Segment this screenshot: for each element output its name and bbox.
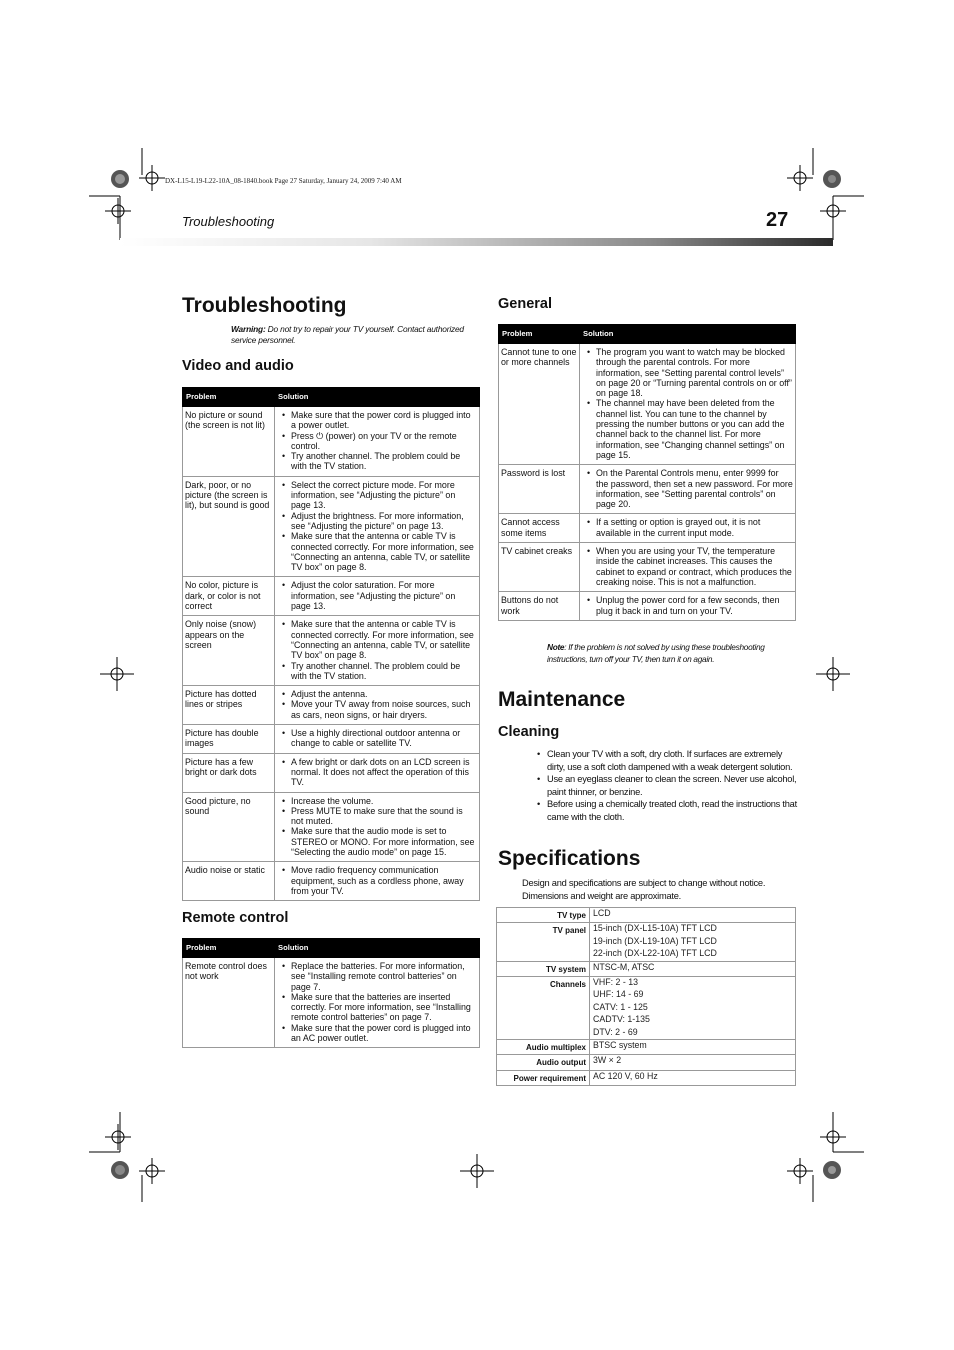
solution-cell <box>275 862 480 901</box>
spec-row <box>497 961 796 976</box>
solution-cell <box>580 543 796 592</box>
col-problem: Problem <box>183 388 275 407</box>
solution-list <box>277 410 477 472</box>
solution-cell <box>275 725 480 754</box>
problem-cell: Buttons do not work <box>499 592 580 621</box>
problem-cell: Picture has a few bright or dark dots <box>183 753 275 792</box>
general-title: General <box>498 296 552 312</box>
solution-item: • On the Parental Controls menu, enter 9999 for the password, then set a new password. For more information, see “Setting parental controls” on page 20. <box>596 468 793 509</box>
problem-cell: Picture has dotted lines or stripes <box>183 686 275 725</box>
general-table <box>498 324 796 621</box>
table-row <box>499 543 796 592</box>
problem-cell: No color, picture is dark, or color is not correct <box>183 577 275 616</box>
spec-label: Audio multiplex <box>497 1040 590 1055</box>
solution-item: • Move radio frequency communication equipment, such as a cordless phone, away from your TV. <box>291 865 477 896</box>
problem-cell: TV cabinet creaks <box>499 543 580 592</box>
spec-value-line: UHF: 14 - 69 <box>593 989 644 1000</box>
table-row <box>499 592 796 621</box>
print-slug: DX-L15-L19-L22-10A_08-1840.book Page 27 Saturday, January 24, 2009 7:40 AM <box>165 177 402 185</box>
spec-value <box>590 923 796 961</box>
solution-list <box>277 619 477 681</box>
col-solution: Solution <box>275 939 480 958</box>
spec-value-line: NTSC-M, ATSC <box>593 961 655 972</box>
solution-item: • Adjust the antenna. <box>291 689 477 699</box>
solution-list <box>277 757 477 788</box>
spec-value <box>590 1040 796 1055</box>
table-row <box>183 725 480 754</box>
solution-item: • Increase the volume. <box>291 796 477 806</box>
solution-cell <box>275 476 480 577</box>
problem-cell: Cannot tune to one or more channels <box>499 344 580 465</box>
solution-list <box>277 865 477 896</box>
spec-label: Power requirement <box>497 1070 590 1085</box>
solution-item: • Select the correct picture mode. For more information, see “Adjusting the picture” on page 13. <box>291 480 477 511</box>
table-row <box>183 958 480 1048</box>
spec-value-line: 19-inch (DX-L19-10A) TFT LCD <box>593 935 717 946</box>
table-row <box>183 753 480 792</box>
spec-row <box>497 908 796 923</box>
solution-item: • Make sure that the antenna or cable TV is connected correctly. For more information, see “Connecting an antenna, cable TV, or satellite TV box” on page 8. <box>291 531 477 572</box>
solution-item: • Make sure that the power cord is plugged into a power outlet. <box>291 410 477 431</box>
problem-cell: Remote control does not work <box>183 958 275 1048</box>
solution-item: • Move your TV away from noise sources, such as cars, neon signs, or hair dryers. <box>291 699 477 720</box>
spec-value-line: BTSC system <box>593 1040 647 1051</box>
problem-cell: Password is lost <box>499 465 580 514</box>
solution-cell <box>275 616 480 686</box>
spec-label: Audio output <box>497 1055 590 1070</box>
solution-list <box>277 961 477 1043</box>
col-solution: Solution <box>580 325 796 344</box>
spec-row <box>497 1040 796 1055</box>
troubleshooting-note <box>547 641 787 665</box>
col-problem: Problem <box>183 939 275 958</box>
cleaning-item: • Clean your TV with a soft, dry cloth. If surfaces are extremely dirty, use a soft cloth dampened with a weak detergent solution. <box>537 748 797 773</box>
table-row <box>183 862 480 901</box>
maintenance-title: Maintenance <box>498 688 626 711</box>
solution-cell <box>275 753 480 792</box>
specifications-title: Specifications <box>498 847 641 870</box>
spec-row <box>497 923 796 961</box>
solution-item: • Try another channel. The problem could be with the TV station. <box>291 661 477 682</box>
solution-list <box>277 580 477 611</box>
spec-value <box>590 1055 796 1070</box>
solution-cell <box>275 577 480 616</box>
solution-item: • Use a highly directional outdoor antenna or change to cable or satellite TV. <box>291 728 477 749</box>
spec-row <box>497 1070 796 1085</box>
solution-item: • Adjust the brightness. For more information, see “Adjusting the picture” on page 13. <box>291 511 477 532</box>
solution-list <box>582 546 793 587</box>
problem-cell: Picture has double images <box>183 725 275 754</box>
solution-item: • Press MUTE to make sure that the sound is not muted. <box>291 806 477 827</box>
solution-cell <box>580 465 796 514</box>
table-row <box>183 407 480 477</box>
solution-cell <box>275 958 480 1048</box>
spec-value <box>590 961 796 976</box>
solution-item: • Make sure that the audio mode is set to STEREO or MONO. For more information, see “Selecting the audio mode” on page 15. <box>291 826 477 857</box>
solution-item: • Make sure that the antenna or cable TV is connected correctly. For more information, see “Connecting an antenna, cable TV, or satellite TV box” on page 8. <box>291 619 477 660</box>
solution-cell <box>580 514 796 543</box>
cleaning-item: • Use an eyeglass cleaner to clean the screen. Never use alcohol, paint thinner, or benzine. <box>537 773 797 798</box>
solution-cell <box>275 792 480 862</box>
solution-item: • If a setting or option is grayed out, it is not available in the current input mode. <box>596 517 793 538</box>
spec-value <box>590 1070 796 1085</box>
solution-cell <box>275 686 480 725</box>
spec-value-line: 15-inch (DX-L15-10A) TFT LCD <box>593 923 717 934</box>
solution-item: • Try another channel. The problem could be with the TV station. <box>291 451 477 472</box>
solution-item: • The program you want to watch may be blocked through the parental controls. For more information, see “Setting parental control levels” on page 20 or “Turning parental controls on or off” on page 18. <box>596 347 793 398</box>
spec-value-line: LCD <box>593 908 611 918</box>
solution-list <box>582 347 793 460</box>
problem-cell: Audio noise or static <box>183 862 275 901</box>
spec-value-line: AC 120 V, 60 Hz <box>593 1070 658 1081</box>
solution-list <box>582 595 793 616</box>
solution-item: • Make sure that the power cord is plugged into an AC power outlet. <box>291 1023 477 1044</box>
note-label: Note <box>547 642 565 652</box>
solution-item: • Make sure that the batteries are inserted correctly. For more information, see “Installing remote control batteries” on page 7. <box>291 992 477 1023</box>
col-solution: Solution <box>275 388 480 407</box>
table-row <box>183 476 480 577</box>
col-problem: Problem <box>499 325 580 344</box>
solution-item: • A few bright or dark dots on an LCD screen is normal. It does not affect the operation of this TV. <box>291 757 477 788</box>
spec-label: TV system <box>497 961 590 976</box>
page-number: 27 <box>766 209 789 231</box>
problem-cell: Dark, poor, or no picture (the screen is lit), but sound is good <box>183 476 275 577</box>
header-rule <box>120 238 833 246</box>
spec-row <box>497 977 796 1040</box>
table-row <box>183 577 480 616</box>
warning-label: Warning: <box>231 324 266 334</box>
problem-cell: Good picture, no sound <box>183 792 275 862</box>
table-row <box>183 792 480 862</box>
solution-list <box>582 517 793 538</box>
cleaning-title: Cleaning <box>498 724 560 740</box>
solution-cell <box>580 592 796 621</box>
warning-text: Do not try to repair your TV yourself. Contact authorized service personnel. <box>231 324 464 345</box>
problem-cell: Only noise (snow) appears on the screen <box>183 616 275 686</box>
solution-cell <box>580 344 796 465</box>
table-row <box>499 344 796 465</box>
solution-item: • Adjust the color saturation. For more information, see “Adjusting the picture” on page 13. <box>291 580 477 611</box>
solution-list <box>277 728 477 749</box>
solution-item: • When you are using your TV, the temperature inside the cabinet increases. This causes the cabinet to expand or contract, which produces the creaking noise. This is not a malfunction. <box>596 546 793 587</box>
spec-label: TV type <box>497 908 590 923</box>
solution-list <box>582 468 793 509</box>
spec-value <box>590 908 796 923</box>
spec-row <box>497 1055 796 1070</box>
solution-list <box>277 480 477 573</box>
video-audio-table <box>182 387 480 901</box>
cleaning-item: • Before using a chemically treated cloth, read the instructions that came with the cloth. <box>537 798 797 823</box>
cleaning-list <box>537 748 797 823</box>
remote-control-table <box>182 938 480 1048</box>
video-audio-title: Video and audio <box>182 358 294 374</box>
table-row <box>183 616 480 686</box>
spec-value-line: CATV: 1 - 125 <box>593 1001 648 1012</box>
table-row <box>499 465 796 514</box>
solution-list <box>277 796 477 858</box>
spec-value <box>590 977 796 1040</box>
problem-cell: Cannot access some items <box>499 514 580 543</box>
solution-cell <box>275 407 480 477</box>
solution-item: • Replace the batteries. For more information, see “Installing remote control batteries” on page 7. <box>291 961 477 992</box>
spec-label: Channels <box>497 977 590 1040</box>
table-row <box>499 514 796 543</box>
solution-list <box>277 689 477 720</box>
spec-value-line: CADTV: 1-135 <box>593 1014 650 1025</box>
problem-cell: No picture or sound (the screen is not lit) <box>183 407 275 477</box>
specifications-table <box>496 907 796 1086</box>
note-text: : If the problem is not solved by using these troubleshooting instructions, turn off your TV, then turn it on again. <box>547 642 765 664</box>
solution-item: • The channel may have been deleted from the channel list. You can tune to the channel by pressing the number buttons or you can add the channel back to the channel list. For more information, see “Changing channel settings” on page 15. <box>596 398 793 460</box>
spec-value-line: 3W × 2 <box>593 1055 622 1066</box>
specifications-intro: Design and specifications are subject to change without notice. Dimensions and weight are approximate. <box>522 878 766 901</box>
solution-item: • Unplug the power cord for a few seconds, then plug it back in and turn on your TV. <box>596 595 793 616</box>
remote-control-title: Remote control <box>182 910 289 926</box>
spec-value-line: VHF: 2 - 13 <box>593 977 638 988</box>
spec-value-line: 22-inch (DX-L22-10A) TFT LCD <box>593 948 717 959</box>
table-row <box>183 686 480 725</box>
solution-item: • Press ⏻ (power) on your TV or the remote control. <box>291 431 477 452</box>
troubleshooting-title: Troubleshooting <box>182 294 347 317</box>
running-header-title: Troubleshooting <box>182 214 275 229</box>
warning-note <box>231 324 481 346</box>
spec-value-line: DTV: 2 - 69 <box>593 1026 638 1037</box>
spec-label: TV panel <box>497 923 590 961</box>
